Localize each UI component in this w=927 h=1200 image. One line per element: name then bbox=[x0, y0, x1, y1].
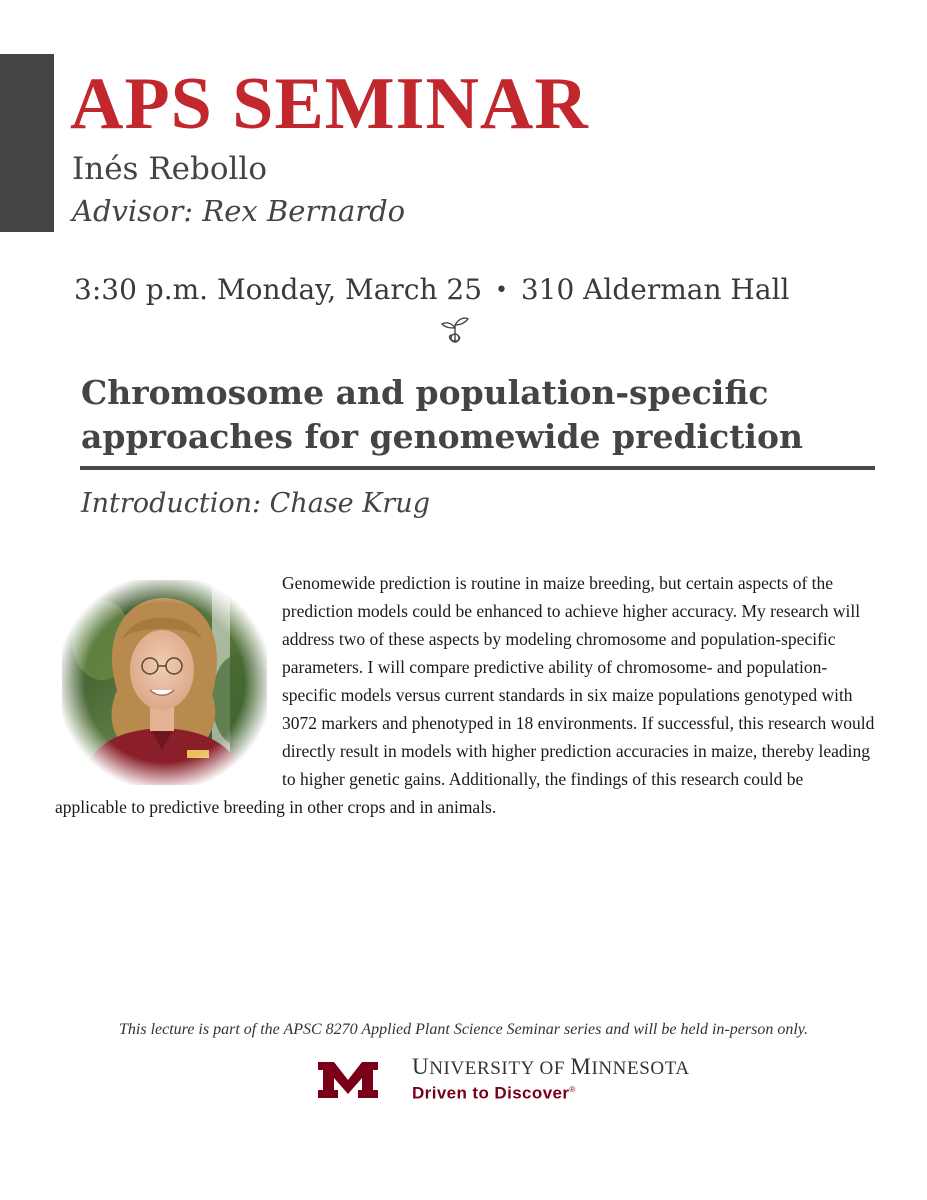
advisor-name: Advisor: Rex Bernardo bbox=[72, 194, 406, 228]
talk-title: Chromosome and population-specific approaches for genomewide prediction bbox=[81, 373, 803, 456]
page-title: APS SEMINAR bbox=[70, 63, 589, 145]
abstract-body: Genomewide prediction is routine in maize breeding, but certain aspects of the prediction models could be enhanced to achieve higher accuracy. My research will address two of these aspects by modeling chromosome and population-specific parameters. I will compare predictive ability of chromosome- and population-specific models versus current standards in six maize populations genotyped with 3072 markers and phenotyped in 18 environments. If successful, this research would directly result in models with higher prediction accuracies in maize, thereby leading to higher genetic gains. Additionally, the findings of this research could be applicable to predictive breeding in other crops and in animals. bbox=[55, 573, 875, 817]
registered-mark: ® bbox=[569, 1085, 576, 1094]
university-initial-m: M bbox=[570, 1054, 592, 1079]
tagline-text: Driven to Discover bbox=[412, 1083, 570, 1103]
photo-wrap-spacer bbox=[55, 569, 282, 789]
university-initial-u: U bbox=[412, 1054, 430, 1079]
event-location: 310 Alderman Hall bbox=[520, 273, 790, 306]
block-m-logo bbox=[316, 1060, 380, 1100]
title-divider bbox=[80, 466, 875, 470]
abstract-text bbox=[55, 569, 875, 821]
sprout-icon bbox=[437, 310, 473, 346]
series-note: This lecture is part of the APSC 8270 Applied Plant Science Seminar series and will be held in-person only. bbox=[119, 1021, 808, 1038]
university-name bbox=[412, 1055, 690, 1081]
event-separator: • bbox=[494, 278, 508, 303]
introduction-credit: Introduction: Chase Krug bbox=[81, 488, 430, 519]
event-details bbox=[74, 272, 789, 311]
university-name-part1: NIVERSITY OF bbox=[429, 1058, 571, 1079]
event-time-date: 3:30 p.m. Monday, March 25 bbox=[74, 273, 483, 306]
university-tagline bbox=[412, 1079, 576, 1105]
university-name-part2: INNESOTA bbox=[591, 1058, 690, 1079]
decorative-side-bar bbox=[0, 54, 54, 232]
speaker-name: Inés Rebollo bbox=[72, 151, 268, 187]
